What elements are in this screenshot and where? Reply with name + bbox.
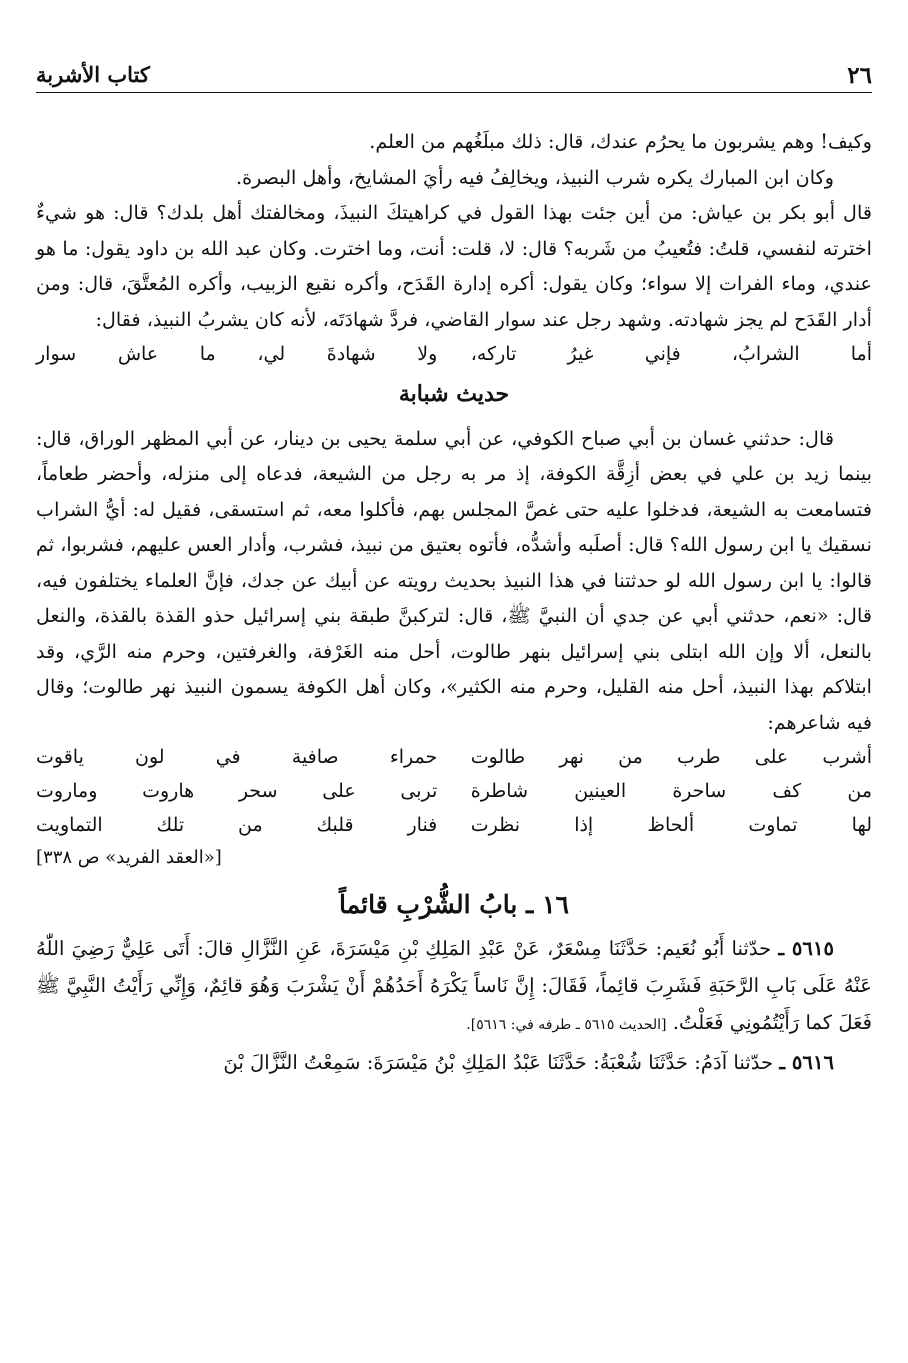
verse-line [36,740,872,774]
verse-line [36,774,872,808]
verse-hemistich-first: أما الشرابُ، فإني غيرُ تاركه، [470,343,872,365]
hadith-number: ٥٦١٥ ـ [778,937,834,960]
hadith-text: حدّثنا آدَمُ: حَدَّثَنَا شُعْبَةُ: حَدَّثَنَا عَبْدُ المَلِكِ بْنُ مَيْسَرَةَ: سَمِعْتُ النَّزَّالَ بْنَ [223,1051,774,1074]
paragraph: وكيف! وهم يشربون ما يحرُم عندك، قال: ذلك مبلَغُهم من العلم. [369,130,872,153]
section-heading: حديث شبابة [398,381,510,407]
verse-line [36,337,872,371]
verse-hemistich-first: لها تماوت ألحاظ إذا نظرت [470,814,872,836]
verse-hemistich-first: أشرب على طرب من نهر طالوت [470,746,872,768]
hadith-paragraph [36,1044,872,1081]
hadith-text: حدّثنا أَبُو نُعَيم: حَدَّثَنَا مِسْعَرٌ، عَنْ عَبْدِ المَلِكِ بْنِ مَيْسَرَةَ، عَنِ النَّزَّالِ قالَ: أَتَى عَلِيٌّ رَضِيَ اللّٰهُ عَنْهُ عَلَى بَابِ الرَّحَبَةِ فَشَرِبَ قائِماً، فَقَالَ: إِنَّ نَاساً يَكْرَهُ أَحَدُهُمْ أَنْ يَشْرَبَ وَهُوَ قائِمٌ، وَإِنِّي رَأَيْتُ النَّبِيَّ ﷺ فَعَلَ كما رَأَيْتُمُونِي فَعَلْتُ. [36,937,872,1034]
main-text [36,124,872,1081]
paragraph: وكان ابن المبارك يكره شرب النبيذ، ويخالِفُ فيه رأيَ المشايخ، وأهل البصرة. [236,165,834,189]
verse-hemistich-second: ولا شهادةَ لي، ما عاش سوار [36,343,438,365]
page-number: ٢٦ [847,62,872,89]
chapter-heading: ١٦ ـ بابُ الشُّرْبِ قائماً [339,890,569,919]
hadith-paragraph [36,930,872,1044]
running-title: كتاب الأشربة [36,62,150,87]
hadith-number: ٥٦١٦ ـ [779,1051,834,1074]
source-citation: [«العقد الفريد» ص ٣٣٨] [36,847,222,868]
verse-line [36,808,872,842]
page-header [36,60,872,93]
verse-hemistich-second: فنار قلبك من تلك التماويت [36,814,438,836]
paragraph: قال أبو بكر بن عياش: من أين جئت بهذا القول في كراهيتكَ النبيذَ، ومخالفتك أهل بلدك؟ قال: هو شيءٌ اخترته لنفسي، قلتُ: فتُعيبُ من شَربه؟ قال: لا، قلت: أنت، وما اخترت. وكان عبد الله بن داود يقول: ما هو عندي، وماء الفرات إلا سواء؛ وكان يقول: أكره إدارة القَدَح، وأكره نقيع الزبيب، وأكره المُعتَّقَ، قال: ومن أدار القَدَح لم يجز شهادته. وشهد رجل عند سوار القاضي، فردَّ شهادَتَه، لأنه كان يشربُ النبيذ، فقال: [36,201,872,331]
paragraph: قال: حدثني غسان بن أبي صباح الكوفي، عن أبي سلمة يحيى بن دينار، عن أبي المظهر الوراق، قال: بينما زيد بن علي في بعض أزِقَّة الكوفة، إذ مر به رجل من الشيعة، فدعاه إلى منزله، وأحضر طعاماً، فتسامعت به الشيعة، فدخلوا عليه حتى غصَّ المجلس بهم، فأكلوا معه، ثم استسقى، فقيل له: أيُّ الشراب نسقيك يا ابن رسول الله؟ قال: أصلَبه وأشدُّه، فأتوه بعتيق من نبيذ، فشرب، وأدار العس عليهم، فشربوا، ثم قالوا: يا ابن رسول الله لو حدثتنا في هذا النبيذ بحديث رويته عن أبيك عن جدك، فإنَّ العلماء يختلفون فيه، قال: «نعم، حدثني أبي عن جدي أن النبيَّ ﷺ، قال: لتركبنَّ طبقة بني إسرائيل حذو القذة بالقذة، والنعل بالنعل، ألا وإن الله ابتلى بني إسرائيل بنهر طالوت، أحل منه الغَرْفة، والغرفتين، وحرم منه الرَّي، وقد ابتلاكم بهذا النبيذ، أحل منه القليل، وحرم منه الكثير»، وكان أهل الكوفة يسمون النبيذ نهر طالوت؛ وقال فيه شاعرهم: [36,426,872,734]
verse-hemistich-first: من كف ساحرة العينين شاطرة [470,780,872,802]
verse-hemistich-second: تربى على سحر هاروت وماروت [36,780,438,802]
hadith-note: [الحديث ٥٦١٥ ـ طرفه في: ٥٦١٦]. [466,1017,667,1033]
verse-hemistich-second: حمراء صافية في لون ياقوت [36,746,438,768]
